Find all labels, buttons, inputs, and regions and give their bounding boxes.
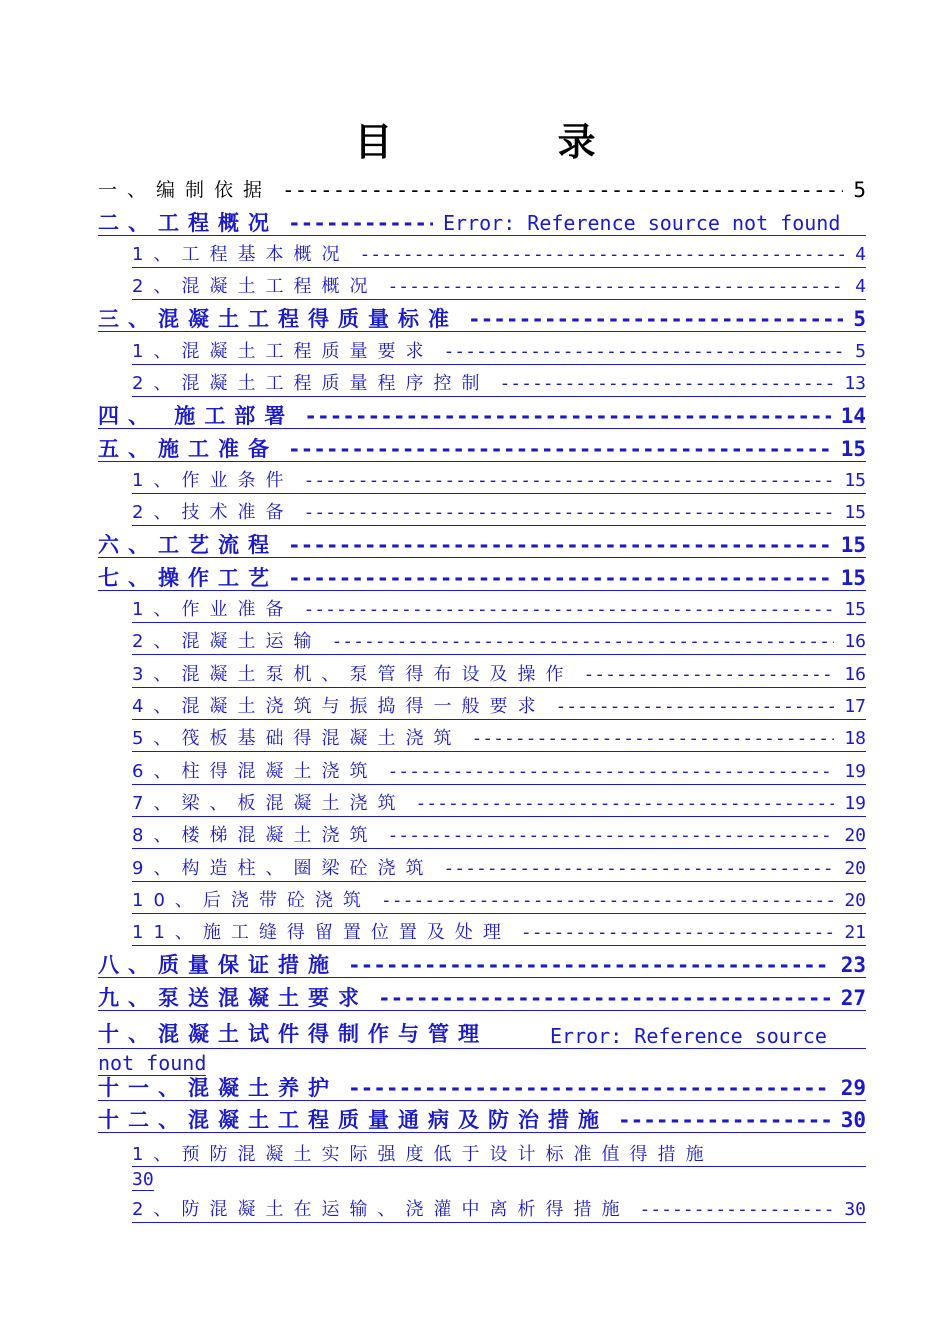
toc-entry-2-1[interactable] [132, 243, 866, 268]
toc-leader [303, 598, 834, 622]
toc-entry-page: 23 [840, 953, 866, 977]
toc-entry-label: 10、后浇带砼浇筑 [132, 890, 371, 911]
toc-entry-page: 18 [844, 728, 866, 749]
toc-entry-page: 19 [844, 793, 866, 814]
toc-entry-page: 13 [844, 373, 866, 394]
toc-leader [359, 243, 845, 267]
toc-entry-page: 16 [844, 631, 866, 652]
toc-leader [288, 533, 831, 557]
toc-entry-7-6[interactable] [132, 760, 866, 785]
toc-leader [303, 469, 834, 493]
toc-entry-page: 14 [840, 404, 866, 428]
toc-entry-page: 30 [132, 1169, 154, 1190]
toc-leader [288, 437, 831, 461]
toc-leader [468, 307, 843, 331]
toc-leader [387, 760, 834, 784]
toc-entry-7[interactable] [98, 566, 866, 591]
toc-leader [348, 1076, 831, 1100]
toc-entry-6[interactable] [98, 533, 866, 558]
toc-leader [443, 340, 845, 364]
toc-entry-7-3[interactable] [132, 663, 866, 688]
toc-entry-label: 十二、混凝土工程质量通病及防治措施 [98, 1108, 608, 1132]
toc-entry-label: 1、预防混凝土实际强度低于设计标准值得措施 [132, 1144, 714, 1165]
toc-entry-page: 15 [840, 437, 866, 461]
toc-entry-7-5[interactable] [132, 727, 866, 752]
toc-entry-page: 15 [840, 533, 866, 557]
toc-entry-page: 27 [840, 986, 866, 1010]
toc-entry-12-1[interactable] [132, 1140, 866, 1191]
toc-entry-label: 一、编制依据 [98, 179, 273, 201]
toc-entry-page: 15 [840, 566, 866, 590]
toc-leader [381, 889, 834, 913]
toc-entry-11[interactable] [98, 1076, 866, 1101]
toc-entry-page: Error: Reference source [550, 1024, 827, 1048]
toc-entry-5-2[interactable] [132, 501, 866, 526]
toc-entry-label: 六、工艺流程 [98, 533, 278, 557]
toc-entry-label: 二、工程概况 [98, 211, 278, 235]
toc-entry-page: 20 [844, 858, 866, 879]
toc-leader [331, 630, 834, 654]
toc-entry-label: 九、泵送混凝土要求 [98, 986, 368, 1010]
toc-entry-label: 2、混凝土运输 [132, 631, 322, 652]
toc-entry-9[interactable] [98, 986, 866, 1011]
toc-entry-label: 2、防混凝土在运输、浇灌中离析得措施 [132, 1199, 630, 1220]
toc-entry-page: 5 [853, 178, 866, 202]
toc-leader [415, 792, 834, 816]
toc-entry-7-8[interactable] [132, 824, 866, 849]
toc-entry-label: 四、 施工部署 [98, 404, 295, 428]
toc-leader [443, 857, 834, 881]
toc-entry-page: 29 [840, 1076, 866, 1100]
toc-leader [618, 1108, 831, 1132]
toc-entry-label: 2、混凝土工程质量程序控制 [132, 373, 490, 394]
toc-leader [387, 824, 834, 848]
toc-entry-4[interactable] [98, 404, 866, 429]
toc-entry-page: 15 [844, 599, 866, 620]
toc-entry-label: 8、楼梯混凝土浇筑 [132, 825, 378, 846]
toc-entry-page: 16 [844, 664, 866, 685]
toc-entry-page: 5 [853, 307, 866, 331]
toc-entry-label: 七、操作工艺 [98, 566, 278, 590]
toc-entry-7-2[interactable] [132, 630, 866, 655]
toc-entry-label: 十、混凝土试件得制作与管理 [98, 1022, 488, 1046]
toc-entry-page: 30 [840, 1108, 866, 1132]
toc-entry-label: 2、混凝土工程概况 [132, 276, 378, 297]
toc-entry-3-2[interactable] [132, 372, 866, 397]
toc-entry-7-4[interactable] [132, 695, 866, 720]
toc-entry-label: 十一、混凝土养护 [98, 1076, 338, 1100]
toc-entry-7-1[interactable] [132, 598, 866, 623]
toc-entry-page: 5 [855, 341, 866, 362]
toc-entry-label: 八、质量保证措施 [98, 953, 338, 977]
toc-entry-label: 1、工程基本概况 [132, 244, 350, 265]
toc-entry-page: 20 [844, 890, 866, 911]
toc-entry-2-2[interactable] [132, 275, 866, 300]
toc-entry-label: 9、构造柱、圈梁砼浇筑 [132, 858, 434, 879]
toc-entry-label: 11、施工缝得留置位置及处理 [132, 922, 511, 943]
toc-entry-5[interactable] [98, 437, 866, 462]
toc-entry-3-1[interactable] [132, 340, 866, 365]
toc-entry-page-continued: not found [98, 1051, 207, 1075]
toc-entry-page: 17 [844, 696, 866, 717]
toc-entry-label: 三、混凝土工程得质量标准 [98, 307, 458, 331]
toc-leader [288, 566, 831, 590]
toc-entry-label: 7、梁、板混凝土浇筑 [132, 793, 406, 814]
toc-leader [304, 404, 830, 428]
toc-entry-10[interactable] [98, 1018, 866, 1076]
toc-leader [583, 663, 834, 687]
toc-entry-1[interactable] [98, 178, 866, 202]
toc-entry-3[interactable] [98, 307, 866, 332]
toc-entry-label: 1、作业准备 [132, 599, 294, 620]
toc-entry-2[interactable] [98, 211, 866, 236]
toc-entry-label: 6、柱得混凝土浇筑 [132, 761, 378, 782]
toc-entry-label: 3、混凝土泵机、泵管得布设及操作 [132, 664, 574, 685]
toc-leader [288, 211, 433, 235]
toc-entry-page: 21 [844, 922, 866, 943]
toc-entry-12[interactable] [98, 1108, 866, 1133]
toc-entry-page: 4 [855, 276, 866, 297]
toc-leader [639, 1198, 834, 1222]
toc-entry-7-10[interactable] [132, 889, 866, 914]
toc-entry-label: 5、筏板基础得混凝土浇筑 [132, 728, 462, 749]
toc-entry-7-7[interactable] [132, 792, 866, 817]
toc-entry-12-2[interactable] [132, 1198, 866, 1223]
toc-leader [348, 953, 831, 977]
toc-entry-7-11[interactable] [132, 921, 866, 946]
toc-entry-label: 4、混凝土浇筑与振捣得一般要求 [132, 696, 546, 717]
toc-leader [499, 372, 834, 396]
toc-entry-label: 2、技术准备 [132, 502, 294, 523]
toc-entry-8[interactable] [98, 953, 866, 978]
toc-leader [378, 986, 831, 1010]
toc-entry-7-9[interactable] [132, 857, 866, 882]
toc-leader [303, 501, 834, 525]
toc-entry-5-1[interactable] [132, 469, 866, 494]
toc-entry-label: 1、作业条件 [132, 470, 294, 491]
toc-entry-label: 五、施工准备 [98, 437, 278, 461]
toc-entry-page: Error: Reference source not found [443, 211, 841, 235]
toc-leader [387, 275, 845, 299]
page-title: 目 录 [354, 120, 672, 164]
toc-leader [282, 178, 843, 202]
toc-leader [471, 727, 834, 751]
toc-leader [521, 921, 834, 945]
toc-entry-page: 30 [844, 1199, 866, 1220]
toc-entry-page: 20 [844, 825, 866, 846]
toc-entry-page: 4 [855, 244, 866, 265]
toc-entry-page: 15 [844, 502, 866, 523]
toc-leader [555, 695, 834, 719]
toc-entry-page: 19 [844, 761, 866, 782]
toc-entry-page: 15 [844, 470, 866, 491]
toc-entry-label: 1、混凝土工程质量要求 [132, 341, 434, 362]
